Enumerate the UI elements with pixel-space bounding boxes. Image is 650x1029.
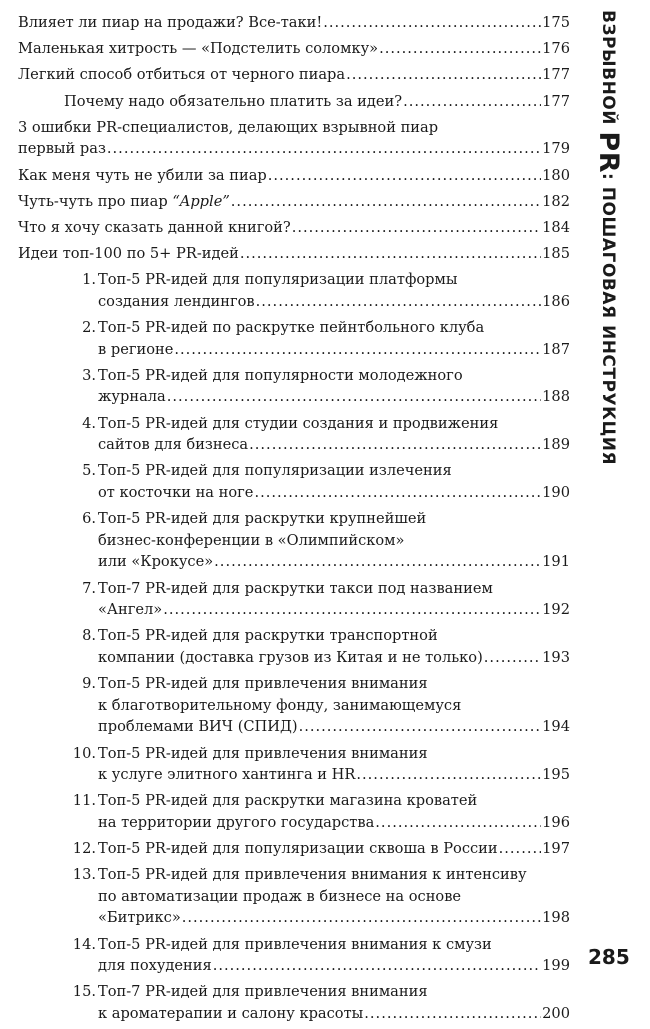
leader-dots (249, 434, 541, 456)
toc-item-number: 11. (72, 792, 96, 810)
toc-entry-title-line: Топ-5 PR-идей для раскрутки магазина кроватей (98, 792, 478, 810)
toc-entry-title: Как меня чуть не убили за пиар (18, 166, 267, 184)
toc-page-number: 194 (542, 718, 570, 736)
toc-numbered-entry[interactable] (18, 365, 570, 408)
toc-page-number: 190 (542, 484, 570, 501)
leader-dots (214, 551, 541, 573)
toc-page-number: 176 (542, 40, 570, 58)
toc-item-number: 14. (72, 935, 96, 953)
toc-numbered-entry[interactable] (18, 790, 570, 833)
toc-page-number: 186 (542, 292, 570, 310)
toc-entry-title: или «Крокусе» (98, 553, 214, 571)
leader-dots (256, 291, 542, 313)
toc-numbered-entry[interactable] (18, 838, 570, 860)
running-head-pre: ВЗРЫВНОЙ (598, 10, 618, 132)
toc-entry[interactable] (18, 217, 570, 239)
toc-entry-title: в регионе (98, 340, 174, 358)
toc-numbered-entry[interactable] (18, 317, 570, 360)
toc-entry-title: первый раз (18, 140, 106, 158)
leader-dots (182, 907, 541, 929)
toc-entry-title-line: Топ-5 PR-идей по раскрутке пейнтбольного клуба (98, 319, 485, 337)
running-head-pr: PR (593, 131, 624, 173)
toc-entry-title-text: Чуть-чуть про пиар (18, 192, 173, 210)
toc-entry-title-line: Топ-5 PR-идей для привлечения внимания к интенсиву (98, 866, 527, 884)
toc-page-number: 195 (542, 766, 570, 784)
toc-page-number: 179 (542, 140, 570, 158)
leader-dots (299, 716, 542, 738)
toc-entry-title: проблемами ВИЧ (СПИД) (98, 718, 298, 736)
toc-numbered-entry[interactable] (18, 413, 570, 456)
toc-entry-title: к ароматерапии и салону красоты (98, 1005, 364, 1022)
toc-page-number: 187 (542, 340, 570, 358)
toc-entry-title-line: Топ-5 PR-идей для привлечения внимания к смузи (98, 935, 492, 953)
toc-item-number: 5. (82, 462, 96, 480)
toc-entry-title-line: по автоматизации продаж в бизнесе на основе (98, 887, 462, 905)
toc-item-number: 4. (82, 414, 96, 432)
leader-dots (231, 191, 541, 213)
toc-numbered-entry[interactable] (18, 460, 570, 503)
toc-item-number: 8. (82, 627, 96, 645)
toc-entry-title-line: Топ-5 PR-идей для раскрутки транспортной (98, 627, 438, 645)
toc-entry[interactable] (18, 64, 570, 86)
toc-entry-title: Идеи топ-100 по 5+ PR-идей (18, 245, 239, 263)
toc-entry-title-line: Топ-7 PR-идей для привлечения внимания (98, 983, 428, 1001)
table-of-contents (18, 12, 570, 1029)
leader-dots (375, 812, 541, 834)
toc-page-number: 177 (542, 92, 570, 110)
leader-dots (167, 386, 541, 408)
toc-page-number: 185 (542, 245, 570, 263)
toc-page-number: 182 (542, 192, 570, 210)
toc-item-number: 15. (72, 983, 96, 1001)
toc-numbered-entry[interactable] (18, 625, 570, 668)
toc-page-number: 196 (542, 813, 570, 831)
toc-entry[interactable] (18, 243, 570, 265)
toc-page-number: 191 (542, 553, 570, 571)
leader-dots (323, 12, 541, 34)
running-head (584, 10, 624, 480)
leader-dots (484, 647, 541, 669)
leader-dots (364, 1003, 541, 1025)
toc-entry-title: Почему надо обязательно платить за идеи? (64, 92, 403, 110)
toc-numbered-entry[interactable] (18, 508, 570, 573)
leader-dots (163, 599, 541, 621)
leader-dots (174, 339, 541, 361)
toc-entry-title: Топ-5 PR-идей для популяризации сквоша в России (98, 840, 498, 858)
toc-entry-title-line: Топ-5 PR-идей для популярности молодежного (98, 366, 463, 384)
toc-item-number: 10. (72, 744, 96, 762)
toc-subentry[interactable] (18, 91, 570, 113)
leader-dots (292, 217, 541, 239)
toc-numbered-entry[interactable] (18, 578, 570, 621)
toc-page-number: 189 (542, 436, 570, 454)
toc-entry-title-line: Топ-5 PR-идей для привлечения внимания (98, 675, 428, 693)
toc-numbered-entry[interactable] (18, 934, 570, 977)
toc-entry-title: от косточки на ноге (98, 484, 254, 501)
toc-numbered-entry[interactable] (18, 864, 570, 929)
toc-entry-title-line: Топ-5 PR-идей для раскрутки крупнейшей (98, 510, 427, 528)
toc-entry-title: для похудения (98, 957, 212, 975)
toc-entry-title: на территории другого государства (98, 813, 375, 831)
toc-entry-title-line: Топ-5 PR-идей для привлечения внимания (98, 744, 428, 762)
toc-page-number: 200 (542, 1005, 570, 1022)
leader-dots (346, 64, 541, 86)
toc-page-number: 188 (542, 388, 570, 406)
toc-entry[interactable] (18, 38, 570, 60)
toc-entry-title: «Битрикс» (98, 909, 181, 927)
toc-item-number: 9. (82, 675, 96, 693)
toc-entry-title: компании (доставка грузов из Китая и не только) (98, 648, 483, 666)
toc-page-number: 192 (542, 601, 570, 619)
toc-entry-title: создания лендингов (98, 292, 255, 310)
toc-entry-title: Маленькая хитрость — «Подстелить соломку» (18, 40, 379, 58)
leader-dots (254, 482, 541, 504)
leader-dots (499, 838, 542, 860)
page-number: 285 (588, 945, 630, 969)
toc-entry-title-line: 3 ошибки PR-специалистов, делающих взрывной пиар (18, 118, 439, 136)
toc-entry-title-line: Топ-5 PR-идей для популяризации излечения (98, 462, 452, 480)
toc-item-number: 1. (82, 271, 96, 289)
leader-dots (213, 955, 541, 977)
toc-entry[interactable] (18, 117, 570, 160)
toc-page-number: 198 (542, 909, 570, 927)
leader-dots (356, 764, 541, 786)
toc-page-number: 177 (542, 66, 570, 84)
toc-entry[interactable] (18, 191, 570, 213)
toc-entry-title: сайтов для бизнеса (98, 436, 249, 454)
leader-dots (403, 91, 541, 113)
toc-entry-title (18, 191, 230, 213)
toc-numbered-entry[interactable] (18, 743, 570, 786)
toc-page-number: 175 (542, 14, 570, 31)
toc-numbered-entry[interactable] (18, 269, 570, 312)
toc-entry-title-line: Топ-5 PR-идей для студии создания и продвижения (98, 414, 499, 432)
toc-entry-title-line: к благотворительному фонду, занимающемуся (98, 696, 462, 714)
toc-entry-title: «Ангел» (98, 601, 163, 619)
toc-item-number: 2. (82, 319, 96, 337)
toc-item-number: 7. (82, 579, 96, 597)
toc-item-number: 12. (72, 840, 96, 858)
toc-numbered-entry[interactable] (18, 981, 570, 1024)
toc-entry-title: Легкий способ отбиться от черного пиара (18, 66, 346, 84)
toc-page-number: 199 (542, 957, 570, 975)
toc-entry-title-line: бизнес-конференции в «Олимпийском» (98, 531, 405, 549)
toc-entry[interactable] (18, 165, 570, 187)
toc-entry[interactable] (18, 12, 570, 34)
toc-entry-title-italic: “Apple” (172, 192, 230, 210)
toc-numbered-entry[interactable] (18, 673, 570, 738)
leader-dots (240, 243, 541, 265)
running-head-post: : ПОШАГОВАЯ ИНСТРУКЦИЯ (598, 173, 618, 466)
toc-item-number: 13. (72, 866, 96, 884)
toc-page-number: 180 (542, 166, 570, 184)
toc-entry-title: Что я хочу сказать данной книгой? (18, 218, 291, 236)
toc-page-number: 184 (542, 218, 570, 236)
toc-entry-title: к услуге элитного хантинга и HR (98, 766, 356, 784)
toc-item-number: 6. (82, 510, 96, 528)
leader-dots (107, 138, 541, 160)
toc-entry-title: Влияет ли пиар на продажи? Все-таки! (18, 14, 323, 31)
toc-entry-title-line: Топ-7 PR-идей для раскрутки такси под названием (98, 579, 493, 597)
toc-item-number: 3. (82, 366, 96, 384)
leader-dots (268, 165, 541, 187)
toc-entry-title-line: Топ-5 PR-идей для популяризации платформы (98, 271, 458, 289)
toc-page-number: 193 (542, 648, 570, 666)
toc-entry-title: журнала (98, 388, 166, 406)
toc-page-number: 197 (542, 840, 570, 858)
leader-dots (379, 38, 541, 60)
